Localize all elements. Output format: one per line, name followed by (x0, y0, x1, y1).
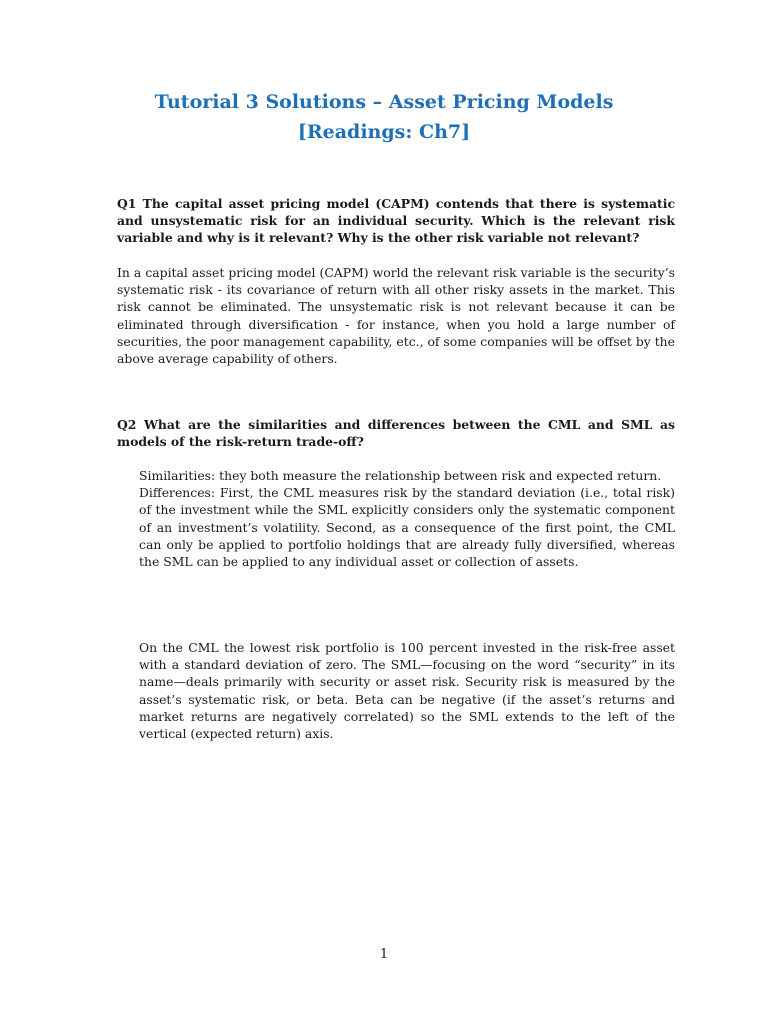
question-2: Q2 What are the similarities and differences between the CML and SML as models of the risk-return trade-off? (117, 417, 675, 450)
answer-2 (139, 467, 675, 570)
page-subtitle-readings: [Readings: Ch7] (297, 121, 471, 143)
question-1: Q1 The capital asset pricing model (CAPM) contends that there is systematic and unsystematic risk for an individual security. Which is the relevant risk variable and why is it relevant? Why is the other risk variable not relevant? (117, 196, 675, 246)
answer-1: In a capital asset pricing model (CAPM) world the relevant risk variable is the security’s systematic risk - its covariance of return with all other risky assets in the market. This risk cannot be eliminated. The unsystematic risk is not relevant because it can be eliminated through diversification - for instance, when you hold a large number of securities, the poor management capability, etc., of some companies will be offset by the above average capability of others. (117, 265, 675, 367)
answer-2-differences: Differences: First, the CML measures risk by the standard deviation (i.e., total risk) of the investment while the SML explicitly considers only the systematic component of an investment’s volatility. Second, as a consequence of the first point, the CML can only be applied to portfolio holdings that are already fully diversified, whereas the SML can be applied to any individual asset or collection of assets. (139, 485, 675, 570)
page-title: Tutorial 3 Solutions – Asset Pricing Models (154, 91, 614, 113)
answer-2-additional: On the CML the lowest risk portfolio is 100 percent invested in the risk-free asset with a standard deviation of zero. The SML—focusing on the word “security” in its name—deals primarily with security or asset risk. Security risk is measured by the asset’s systematic risk, or beta. Beta can be negative (if the asset’s returns and market returns are negatively correlated) so the SML extends to the left of the vertical (expected return) axis. (139, 640, 675, 742)
answer-2-similarities: Similarities: they both measure the relationship between risk and expected return. (139, 468, 662, 483)
page-number: 1 (379, 947, 389, 962)
